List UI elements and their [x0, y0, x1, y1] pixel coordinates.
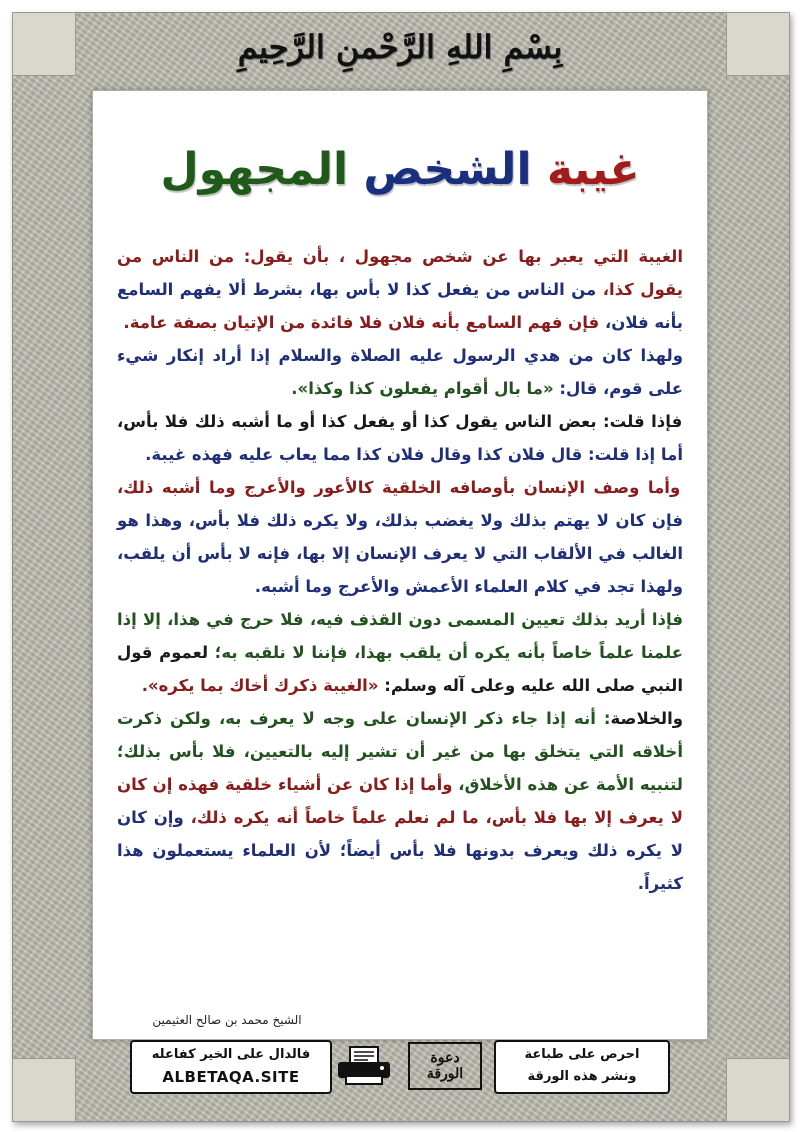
text-segment: فإن فهم السامع بأنه فلان فلا فائدة من الإتيان بصفة عامة.	[123, 313, 600, 332]
text-segment: الغيبة التي يعبر بها عن شخص مجهول ، بأن يقول: من الناس من يقول كذا،	[117, 247, 683, 299]
text-segment: من الناس من يفعل كذا لا بأس بها، بشرط ألا يفهم السامع بأنه فلان،	[117, 280, 683, 332]
text-segment: فإن كان لا يهتم بذلك ولا يغضب بذلك، ولا يكره ذلك فلا بأس، وهذا هو الغالب في الألقاب التي لا يعرف الإنسان إلا بها، فإنه لا بأس أن يلقب، ولهذا تجد في كلام العلماء الأعمش والأعرج وما أشبه.	[117, 511, 683, 596]
paragraph-1	[117, 240, 683, 339]
title-part-1: غيبة	[546, 144, 640, 195]
frame-corner-bottom-left	[12, 1058, 76, 1122]
text-segment: وأما وصف الإنسان بأوصافه الخلقية كالأعور والأعرج وما أشبه ذلك،	[117, 478, 681, 497]
page-title	[0, 144, 800, 195]
title-part-3: المجهول	[160, 144, 349, 195]
paragraph-3	[117, 405, 683, 471]
paragraph-6	[117, 702, 683, 900]
text-segment: وأما إذا كان عن أشياء خلقية فهذه إن كان لا يعرف إلا بها فلا بأس، ما لم نعلم علماً خاصاً أنه يكره ذلك،	[117, 775, 683, 827]
text-segment: لعموم قول النبي صلى الله عليه وعلى آله وسلم:	[117, 643, 683, 695]
print-reminder-box	[494, 1040, 670, 1094]
text-segment: فإذا أريد بذلك تعيين المسمى دون القذف فيه، فلا حرج في هذا، إلا إذا علمنا علماً خاصاً بأنه يكره أن يلقب بهذا، فإننا لا نلقبه به؛	[117, 610, 683, 662]
quote-segment: «ما بال أقوام يفعلون كذا وكذا».	[291, 379, 554, 398]
paragraph-5	[117, 603, 683, 702]
article-body	[117, 240, 683, 1020]
paragraph-4	[117, 471, 683, 603]
footer-bar	[130, 1040, 670, 1092]
author-signature: الشيخ محمد بن صالح العثيمين	[152, 1013, 302, 1027]
text-segment: : أنه إذا جاء ذكر الإنسان على وجه لا يعرف به، ولكن ذكرت أخلاقه التي يتخلق بها من غير أن تشير إليه بالتعيين، فلا بأس بذلك؛ لتنبيه الأمة عن هذه الأخلاق،	[117, 709, 683, 794]
text-segment: فإذا قلت: بعض الناس يقول كذا أو يفعل كذا أو ما أشبه ذلك فلا بأس،	[117, 412, 683, 431]
logo-line-1: دعوة	[430, 1050, 460, 1066]
summary-lead-word: والخلاصة	[610, 709, 683, 728]
print-reminder-line-2: ونشر هذه الورقة	[527, 1069, 637, 1084]
site-url[interactable]: ALBETAQA.SITE	[162, 1068, 300, 1086]
text-segment: ولهذا كان من هدي الرسول عليه الصلاة والسلام إذا أراد إنكار شيء على قوم، قال:	[117, 346, 683, 398]
logo	[408, 1042, 482, 1090]
site-box	[130, 1040, 332, 1094]
print-reminder-line-1: احرص على طباعة	[524, 1047, 640, 1062]
site-slogan: فالدال على الخير كفاعله	[151, 1047, 311, 1062]
title-part-2: الشخص	[363, 144, 532, 195]
printer-icon	[336, 1046, 392, 1086]
frame-corner-bottom-right	[726, 1058, 790, 1122]
paragraph-2	[117, 339, 683, 405]
text-segment: أما إذا قلت: قال فلان كذا وقال فلان كذا مما يعاب عليه فهذه غيبة.	[145, 445, 683, 464]
text-segment: وإن كان لا يكره ذلك ويعرف بدونها فلا بأس أيضاً؛ لأن العلماء يستعملون هذا كثيراً.	[117, 808, 683, 893]
logo-line-2: الورقة	[426, 1066, 464, 1082]
quote-segment: «الغيبة ذكرك أخاك بما يكره».	[141, 676, 379, 695]
basmala-calligraphy: بِسْمِ اللهِ الرَّحْمنِ الرَّحِيمِ	[237, 28, 563, 66]
